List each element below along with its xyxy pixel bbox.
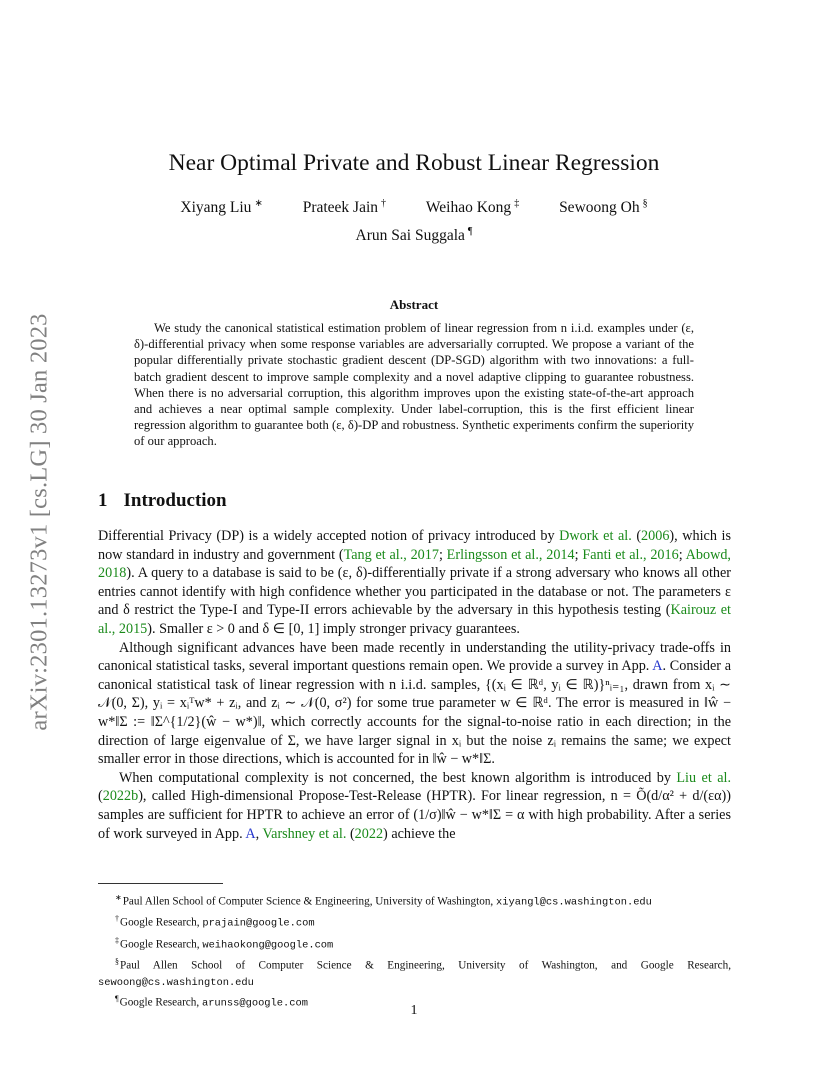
author-name: Prateek Jain bbox=[302, 199, 379, 217]
email-address[interactable]: arunss@google.com bbox=[201, 998, 308, 1011]
section-heading bbox=[98, 490, 227, 512]
author-2 bbox=[303, 198, 386, 217]
affiliation-mark: ¶ bbox=[467, 226, 473, 237]
citation-link[interactable]: 2022b bbox=[102, 788, 139, 805]
page-number: 1 bbox=[410, 1003, 418, 1018]
footnote bbox=[98, 933, 731, 954]
affiliation-mark: § bbox=[642, 198, 648, 209]
abstract-heading: Abstract bbox=[389, 297, 439, 312]
author-3 bbox=[426, 198, 519, 217]
author-4 bbox=[559, 198, 648, 217]
arxiv-identifier-text: arXiv:2301.13273v1 [cs.LG] 30 Jan 2023 bbox=[26, 313, 54, 731]
appendix-link[interactable]: A bbox=[245, 825, 256, 842]
affiliation-mark: † bbox=[381, 198, 387, 209]
body-text bbox=[98, 527, 731, 843]
abstract-text: We study the canonical statistical estimation problem of linear regression from n i.i.d. examples under (ε, δ)-differential privacy when some response variables are adversarially corrupted. We propose a variant of the popular differentially private stochastic gradient descent (DP-SGD) algorithm with two innovations: a full-batch gradient descent to improve sample complexity and a novel adaptive clipping to guarantee robustness. When there is no adversarial corruption, this algorithm improves upon the existing state-of-the-art approach and achieves a near optimal sample complexity. Under label-corruption, this is the first efficient linear regression algorithm to guarantee both (ε, δ)-DP and robustness. Synthetic experiments confirm the superiority of our approach. bbox=[134, 321, 694, 449]
text-run: , bbox=[255, 825, 263, 842]
email-address[interactable]: xiyangl@cs.washington.edu bbox=[496, 896, 652, 909]
footnote-mark: ¶ bbox=[115, 994, 119, 1004]
appendix-link[interactable]: A bbox=[652, 658, 663, 675]
citation-link[interactable]: Varshney et al. bbox=[262, 825, 347, 842]
text-run: ) achieve the bbox=[383, 825, 456, 842]
author-name: Weihao Kong bbox=[425, 199, 512, 217]
text-run: ( bbox=[631, 528, 642, 544]
footnote-text: Google Research, bbox=[120, 938, 203, 951]
affiliation-mark: ‡ bbox=[514, 198, 520, 209]
citation-link[interactable]: Liu et al. bbox=[676, 769, 731, 786]
author-name: Xiyang Liu bbox=[180, 199, 252, 217]
text-run: ; bbox=[438, 546, 447, 563]
arxiv-identifier-stamp bbox=[18, 292, 62, 752]
citation-link[interactable]: Abowd, 2018 bbox=[98, 546, 731, 582]
citation-link[interactable]: 2022 bbox=[354, 825, 384, 842]
paragraph-1 bbox=[98, 527, 731, 639]
text-run: ). Smaller ε > 0 and δ ∈ [0, 1] imply stronger privacy guarantees. bbox=[147, 620, 520, 637]
footnote-mark: § bbox=[115, 957, 119, 967]
text-run: ( bbox=[98, 788, 103, 805]
footnote-text: Paul Allen School of Computer Science & Engineering, University of Washington, bbox=[122, 895, 497, 908]
citation-link[interactable]: Fanti et al., 2016 bbox=[582, 546, 679, 563]
footnote bbox=[98, 954, 731, 991]
footnote-mark: ‡ bbox=[115, 935, 119, 945]
footnote-text: Paul Allen School of Computer Science & Engineering, University of Washington, and Google Research, bbox=[120, 960, 731, 973]
text-run: ). A query to a database is said to be (ε, δ)-differentially private if a strong adversary who knows all other entries cannot identify with high confidence whether you participated in the database or not. The parameters ε and δ restrict the Type-I and Type-II errors achievable by the adversary in this hypothesis testing ( bbox=[98, 565, 731, 619]
footnotes bbox=[98, 890, 731, 1013]
text-run: Although significant advances have been made recently in understanding the utility-privacy trade-offs in canonical statistical tasks, several important questions remain open. We provide a survey in App. bbox=[98, 639, 731, 675]
paper-title: Near Optimal Private and Robust Linear Regression bbox=[168, 150, 660, 176]
citation-link[interactable]: Tang et al., 2017 bbox=[343, 546, 439, 563]
email-address[interactable]: weihaokong@google.com bbox=[202, 939, 334, 952]
text-run: ; bbox=[678, 546, 686, 563]
footnote-text: Google Research, bbox=[119, 997, 202, 1010]
affiliation-mark: ∗ bbox=[254, 198, 263, 209]
paragraph-2 bbox=[98, 639, 731, 769]
author-5 bbox=[356, 226, 473, 245]
citation-link[interactable]: Kairouz et al., 2015 bbox=[98, 602, 731, 637]
text-run: ( bbox=[346, 825, 355, 842]
text-run: ; bbox=[574, 546, 583, 563]
footnote-text: Google Research, bbox=[120, 917, 203, 930]
author-list-row-1 bbox=[0, 198, 828, 217]
paragraph-3 bbox=[98, 769, 731, 843]
author-name: Arun Sai Suggala bbox=[355, 227, 465, 245]
footnote-divider bbox=[98, 883, 223, 884]
footnote bbox=[98, 911, 731, 932]
section-title: Introduction bbox=[123, 490, 227, 511]
citation-link[interactable]: 2006 bbox=[641, 528, 670, 544]
author-1 bbox=[180, 198, 262, 217]
text-run: ), called High-dimensional Propose-Test-Release (HPTR). For linear regression, n = Õ(d/α² + d/(εα)) samples are sufficient for HPTR to achieve an error of (1/σ)‖ŵ − w*‖Σ = α with high probability. After a series of work surveyed in App. bbox=[98, 788, 731, 842]
footnote-mark: † bbox=[115, 914, 119, 924]
email-address[interactable]: sewoong@cs.washington.edu bbox=[98, 976, 254, 989]
citation-link[interactable]: Erlingsson et al., 2014 bbox=[446, 546, 575, 563]
author-name: Sewoong Oh bbox=[559, 199, 640, 217]
citation-link[interactable]: Dwork et al. bbox=[559, 528, 632, 544]
section-number: 1 bbox=[98, 490, 108, 511]
text-run: When computational complexity is not concerned, the best known algorithm is introduced by bbox=[119, 769, 677, 786]
text-run: . Consider a canonical statistical task of linear regression with n i.i.d. samples, {(xᵢ ∈ ℝᵈ, yᵢ ∈ ℝ)}ⁿᵢ₌₁, drawn from xᵢ ∼ 𝒩(0, Σ), yᵢ = xᵢᵀw* + zᵢ, and zᵢ ∼ 𝒩(0, σ²) for some true parameter w ∈ ℝᵈ. The error is measured in ‖ŵ − w*‖Σ := ‖Σ^{1/2}(ŵ − w*)‖, which correctly accounts for the signal-to-noise ratio in each direction; in the direction of large eigenvalue of Σ, we have larger signal in xᵢ but the noise zᵢ remains the same; we expect smaller error in those directions, which is accounted for in ‖ŵ − w*‖Σ. bbox=[98, 658, 731, 768]
text-run: Differential Privacy (DP) is a widely accepted notion of privacy introduced by bbox=[98, 528, 560, 544]
author-list-row-2 bbox=[0, 226, 828, 245]
text-run: ), which is now standard in industry and government ( bbox=[98, 528, 731, 563]
email-address[interactable]: prajain@google.com bbox=[202, 918, 315, 931]
footnote bbox=[98, 890, 731, 911]
footnote-mark: ∗ bbox=[115, 893, 122, 902]
